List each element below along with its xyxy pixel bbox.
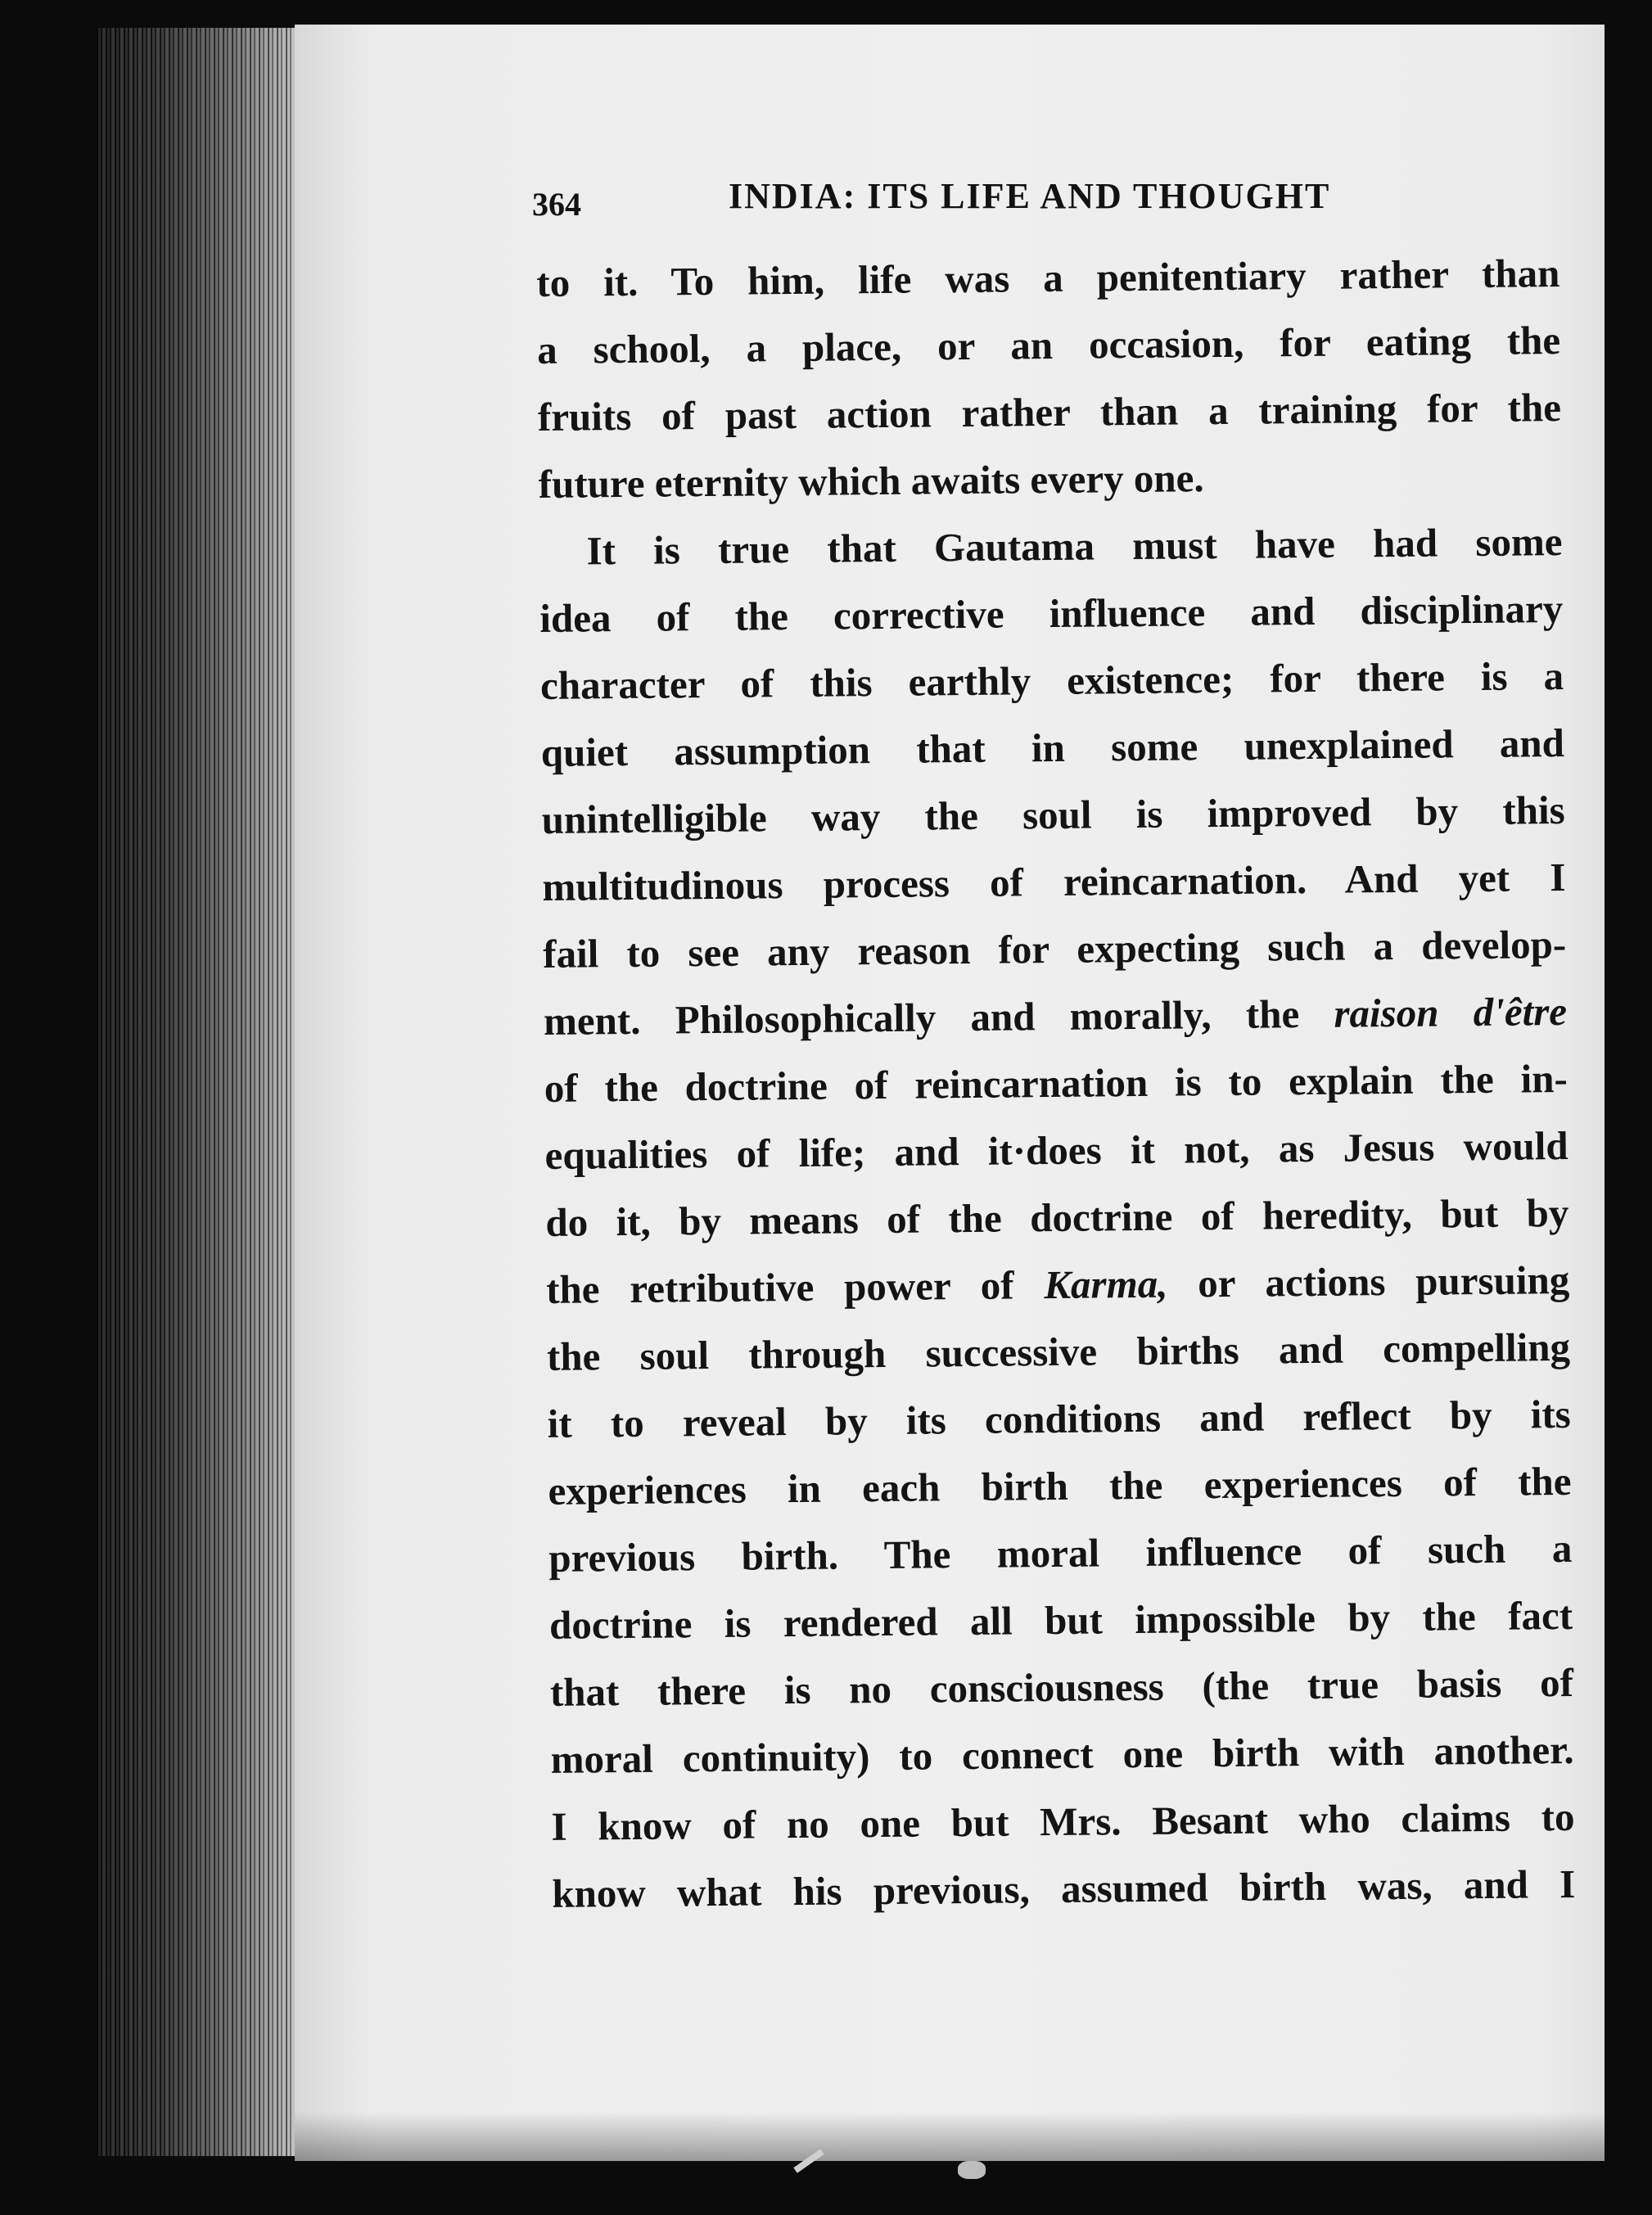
text-line: idea of the corrective influence and disciplinary [539,585,1564,641]
text-line: character of this earthly existence; for there is a [539,652,1564,708]
text-line: fail to see any reason for expecting such a develop- [542,921,1567,977]
text-line: do it, by means of the doctrine of heredity, but by [545,1189,1569,1245]
running-title: INDIA: ITS LIFE AND THOUGHT [729,176,1331,216]
page-bottom-shadow [295,2112,1605,2161]
italic-term: raison d'être [1334,988,1568,1036]
text-line: to it. To him, life was a penitentiary rather than [536,250,1560,305]
text-line: experiences in each birth the experiences of the [548,1458,1572,1514]
text-line: a school, a place, or an occasion, for eating the [536,317,1561,372]
text-segment: ment. Philosophically and morally, the [543,991,1300,1044]
text-line [544,978,1568,1055]
text-line: the soul through successive births and compelling [546,1324,1571,1379]
text-line: multitudinous process of reincarnation. And yet I [542,854,1566,909]
paragraph-start-line: It is true that Gautama must have had some [586,518,1563,574]
scan-artifact [958,2161,986,2179]
text-segment: the retributive power of [545,1262,1014,1312]
text-segment: or actions pursuing [1197,1256,1570,1306]
text-line: doctrine is rendered all but impossible by the fact [548,1592,1573,1648]
text-line: quiet assumption that in some unexplained and [540,720,1565,775]
text-line [546,1247,1570,1324]
text-line: moral continuity) to connect one birth with another. [550,1726,1574,1782]
page-number: 364 [532,186,581,223]
text-line: I know of no one but Mrs. Besant who claims to [551,1793,1575,1849]
text-line: fruits of past action rather than a training for the [537,384,1562,440]
body-text [536,240,1576,1928]
text-line: of the doctrine of reincarnation is to explain the in- [544,1055,1568,1111]
text-line: equalities of life; and it·does it not, as Jesus would [544,1122,1568,1178]
text-line: that there is no consciousness (the true basis of [549,1659,1574,1715]
text-line: it to reveal by its conditions and reflect by its [547,1391,1571,1446]
text-line: unintelligible way the soul is improved by this [541,787,1565,842]
text-line: know what his previous, assumed birth was, and I [552,1861,1576,1916]
running-head [532,172,1555,229]
text-line: previous birth. The moral influence of such a [548,1525,1573,1581]
text-line: future eternity which awaits every one. [538,455,1204,507]
italic-term: Karma, [1044,1261,1168,1308]
